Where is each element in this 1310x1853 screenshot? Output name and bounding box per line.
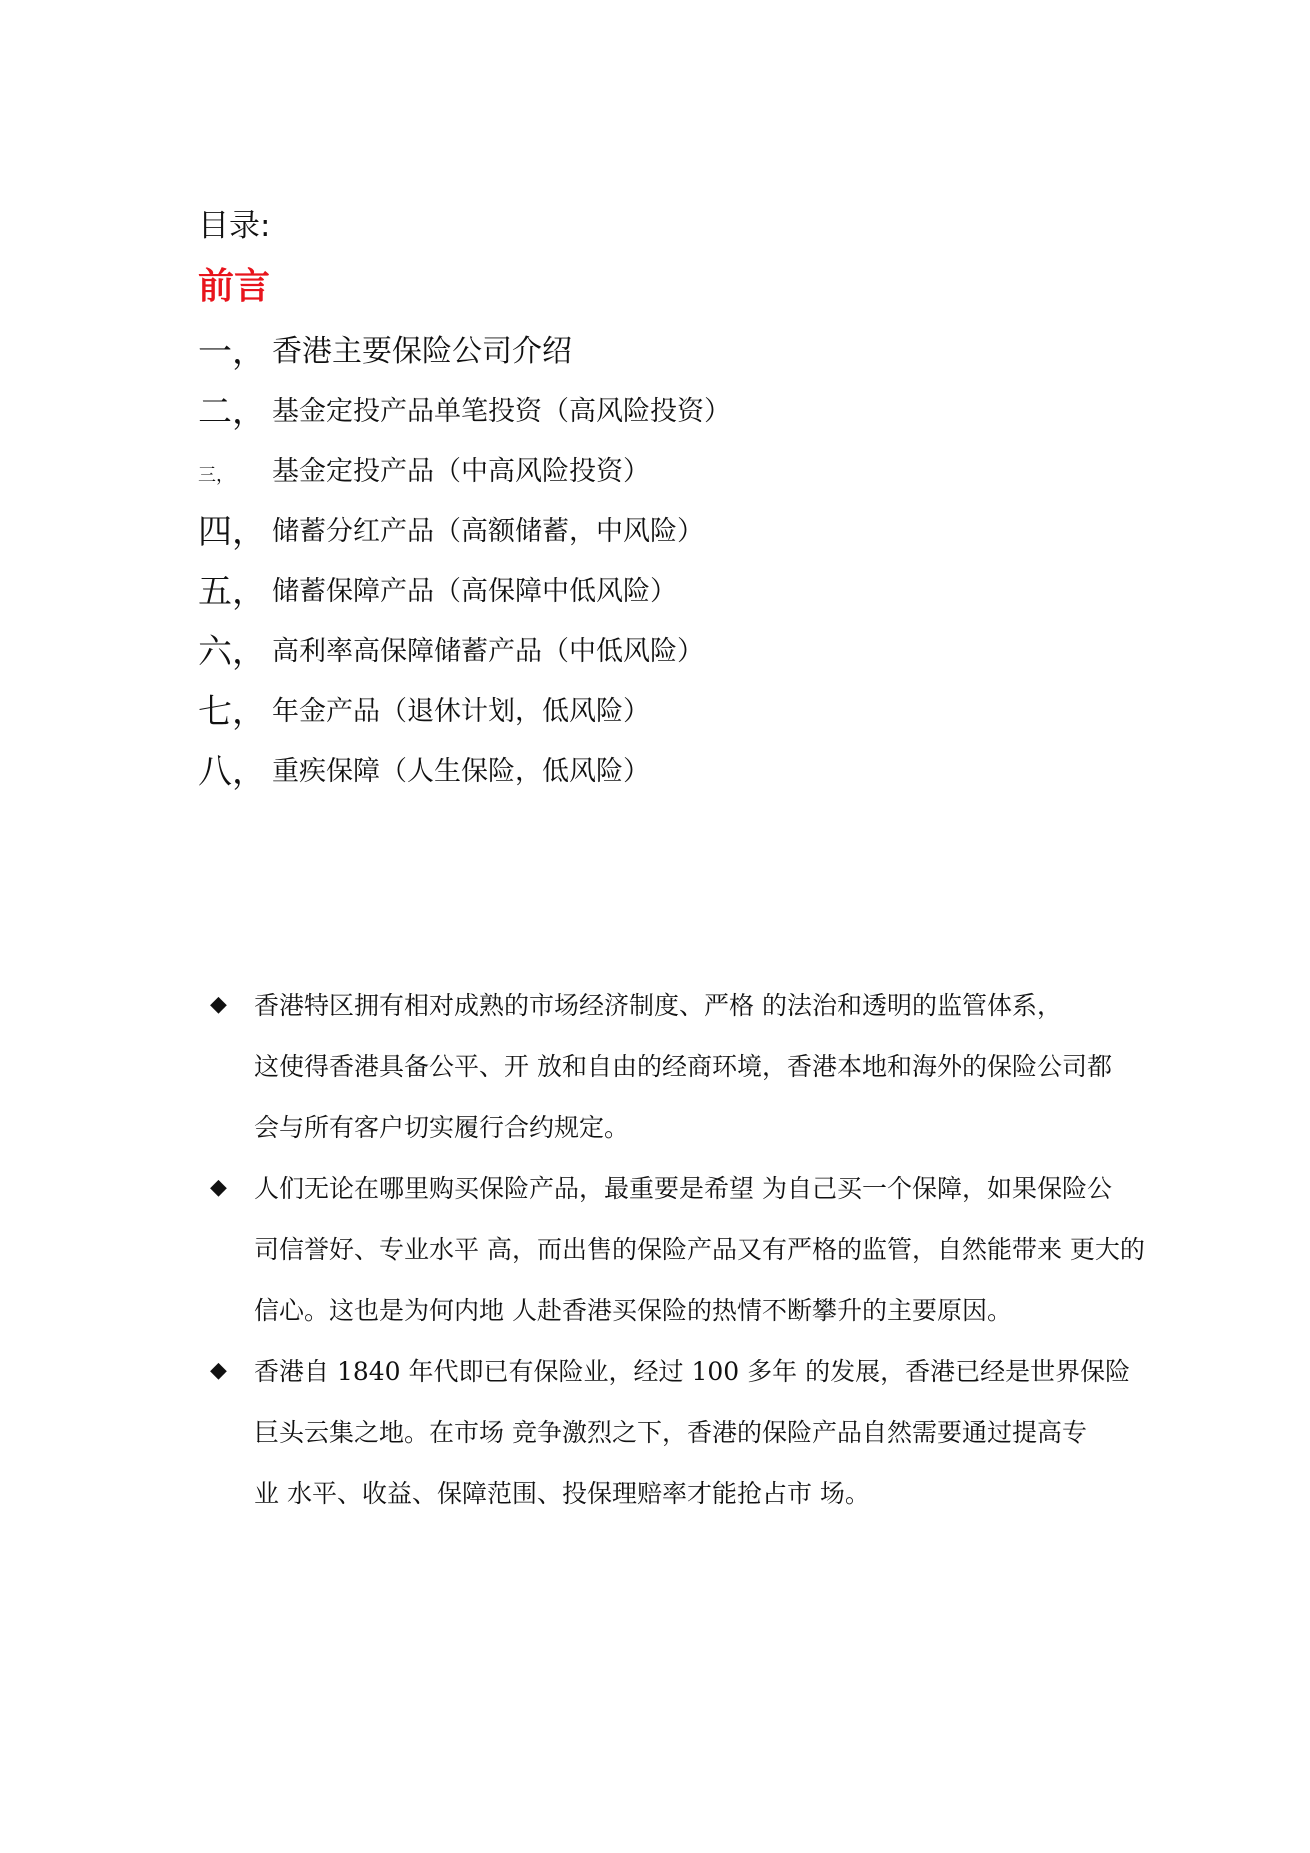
paragraph-line: 人们无论在哪里购买保险产品，最重要是希望 为自己买一个保障，如果保险公 (254, 1174, 1112, 1203)
toc-item-text: 高利率高保障储蓄产品（中低风险） (272, 636, 704, 667)
bullet-list (210, 975, 1260, 1524)
bullet-paragraph (210, 975, 1260, 1158)
toc-item (198, 450, 1198, 510)
toc-item-text: 基金定投产品（中高风险投资） (272, 456, 650, 487)
toc-item-text: 重疾保障（人生保险，低风险） (272, 756, 650, 787)
toc-item (198, 510, 1198, 570)
toc-item-number: 八， (198, 752, 266, 792)
toc-item-text: 香港主要保险公司介绍 (272, 334, 572, 369)
paragraph-line: 香港自 1840 年代即已有保险业，经过 100 多年 的发展，香港已经是世界保险 (254, 1357, 1131, 1386)
toc-heading: 目录: (198, 208, 271, 244)
toc-item-text: 基金定投产品单笔投资（高风险投资） (272, 396, 731, 427)
diamond-bullet-icon: ◆ (210, 1358, 227, 1383)
toc-item-number: 四， (198, 512, 266, 552)
toc-item (198, 330, 1198, 390)
paragraph-line: 信心。这也是为何内地 人赴香港买保险的热情不断攀升的主要原因。 (254, 1296, 1012, 1325)
toc-list (198, 330, 1198, 810)
toc-preface: 前言 (198, 265, 271, 307)
toc-item (198, 630, 1198, 690)
toc-item (198, 390, 1198, 450)
toc-item-number: 三， (198, 465, 234, 486)
toc-item (198, 750, 1198, 810)
toc-item-text: 储蓄分红产品（高额储蓄，中风险） (272, 516, 704, 547)
paragraph-line: 业 水平、收益、保障范围、投保理赔率才能抢占市 场。 (254, 1479, 870, 1508)
toc-item-number: 五， (198, 572, 266, 612)
toc-item-number: 二， (198, 392, 266, 432)
bullet-paragraph (210, 1158, 1260, 1341)
toc-item-number: 一， (198, 332, 266, 372)
toc-item-text: 储蓄保障产品（高保障中低风险） (272, 576, 677, 607)
toc-item-text: 年金产品（退休计划，低风险） (272, 696, 650, 727)
paragraph-line: 司信誉好、专业水平 高，而出售的保险产品又有严格的监管，自然能带来 更大的 (254, 1235, 1145, 1264)
diamond-bullet-icon: ◆ (210, 992, 227, 1017)
toc-item (198, 690, 1198, 750)
table-of-contents (198, 206, 1198, 810)
toc-item-number: 六， (198, 632, 266, 672)
paragraph-line: 香港特区拥有相对成熟的市场经济制度、严格 的法治和透明的监管体系， (254, 991, 1062, 1020)
toc-item (198, 570, 1198, 630)
paragraph-line: 会与所有客户切实履行合约规定。 (254, 1113, 630, 1142)
bullet-paragraph (210, 1341, 1260, 1524)
diamond-bullet-icon: ◆ (210, 1175, 227, 1200)
paragraph-line: 这使得香港具备公平、开 放和自由的经商环境，香港本地和海外的保险公司都 (254, 1052, 1112, 1081)
toc-item-number: 七， (198, 692, 266, 732)
paragraph-line: 巨头云集之地。在市场 竞争激烈之下，香港的保险产品自然需要通过提高专 (254, 1418, 1087, 1447)
